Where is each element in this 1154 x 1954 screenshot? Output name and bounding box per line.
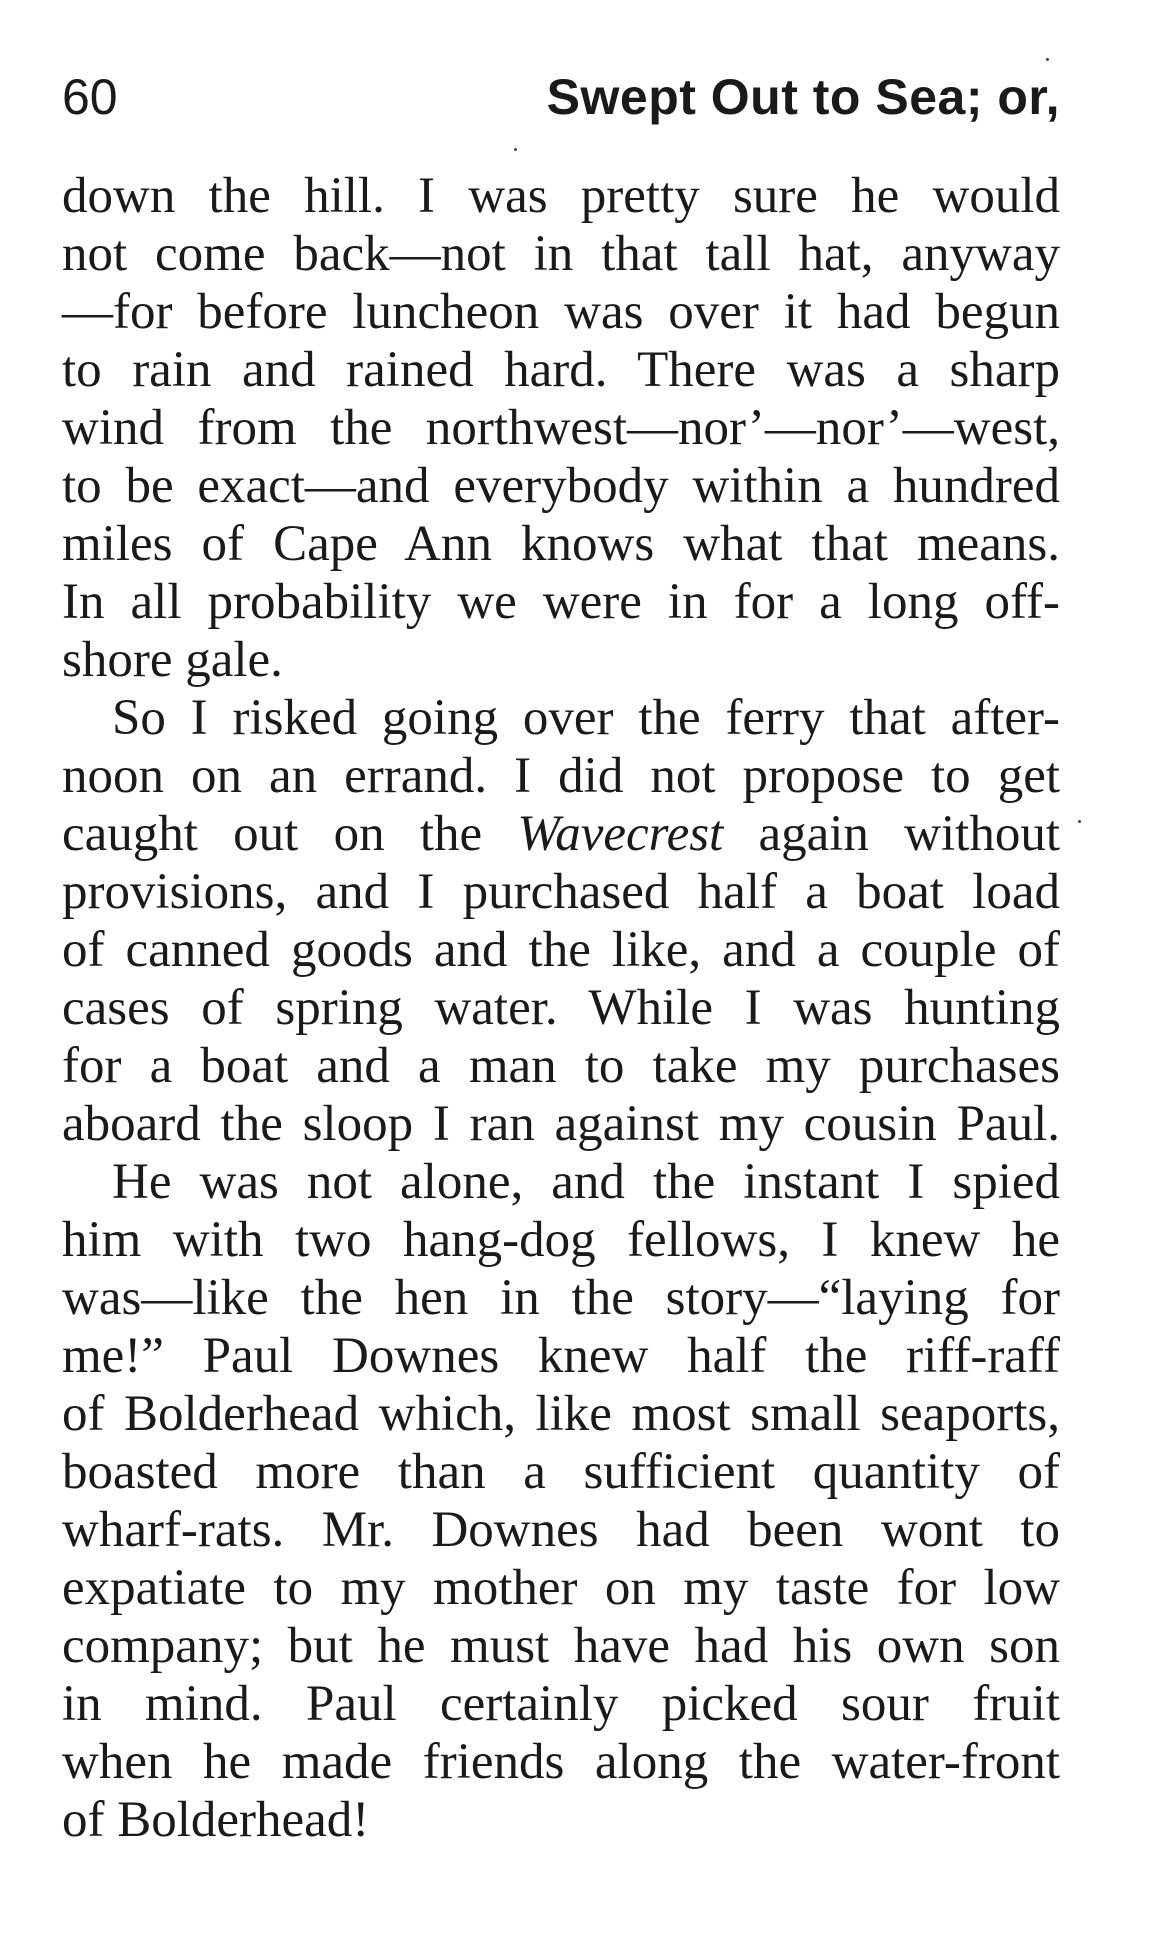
paragraph-1 [62,167,1060,689]
text-line: expatiate to my mother on my taste for low [62,1560,1060,1616]
line-segment: again without [723,806,1061,862]
paragraph-2 [62,689,1060,1153]
running-head [62,62,1060,132]
text-line: shore gale. [62,632,283,688]
ship-name: Wavecrest [517,806,724,862]
text-line: was—like the hen in the story—“laying for [62,1270,1060,1326]
text-line: miles of Cape Ann knows what that means. [62,516,1060,572]
text-line: him with two hang-dog fellows, I knew he [62,1212,1060,1268]
page-number: 60 [62,69,118,125]
text-line: of Bolderhead! [62,1792,370,1848]
text-line: company; but he must have had his own son [62,1618,1060,1674]
body-text [62,167,1060,1849]
print-speck [1078,820,1081,823]
print-speck [1046,58,1049,61]
text-line: not come back—not in that tall hat, anyway [62,226,1060,282]
text-line: me!” Paul Downes knew half the riff-raff [62,1328,1060,1384]
paragraph-3 [62,1153,1060,1849]
text-line: cases of spring water. While I was hunting [62,980,1060,1036]
text-line: boasted more than a sufficient quantity of [62,1444,1060,1500]
text-line: when he made friends along the water-front [62,1734,1060,1790]
text-line: of Bolderhead which, like most small seaports, [62,1386,1060,1442]
text-line: down the hill. I was pretty sure he would [62,168,1060,224]
text-line: to rain and rained hard. There was a sharp [62,342,1060,398]
text-line: He was not alone, and the instant I spied [112,1154,1060,1210]
text-line: provisions, and I purchased half a boat load [62,864,1060,920]
text-line: in mind. Paul certainly picked sour fruit [62,1676,1060,1732]
text-line: for a boat and a man to take my purchases [62,1038,1060,1094]
line-segment: caught out on the [62,806,518,862]
print-speck [514,148,517,151]
text-line-with-ship-name [62,805,1060,863]
text-line: aboard the sloop I ran against my cousin Paul. [62,1096,1060,1152]
text-line: wharf-rats. Mr. Downes had been wont to [62,1502,1060,1558]
text-line: of canned goods and the like, and a couple of [62,922,1060,978]
text-line: —for before luncheon was over it had begun [62,284,1060,340]
running-title: Swept Out to Sea; or, [546,69,1060,125]
text-line: to be exact—and everybody within a hundred [62,458,1060,514]
text-line: So I risked going over the ferry that after- [112,690,1060,746]
text-line: wind from the northwest—nor’—nor’—west, [62,400,1060,456]
text-line: In all probability we were in for a long off- [62,574,1060,630]
text-line: noon on an errand. I did not propose to get [62,748,1060,804]
